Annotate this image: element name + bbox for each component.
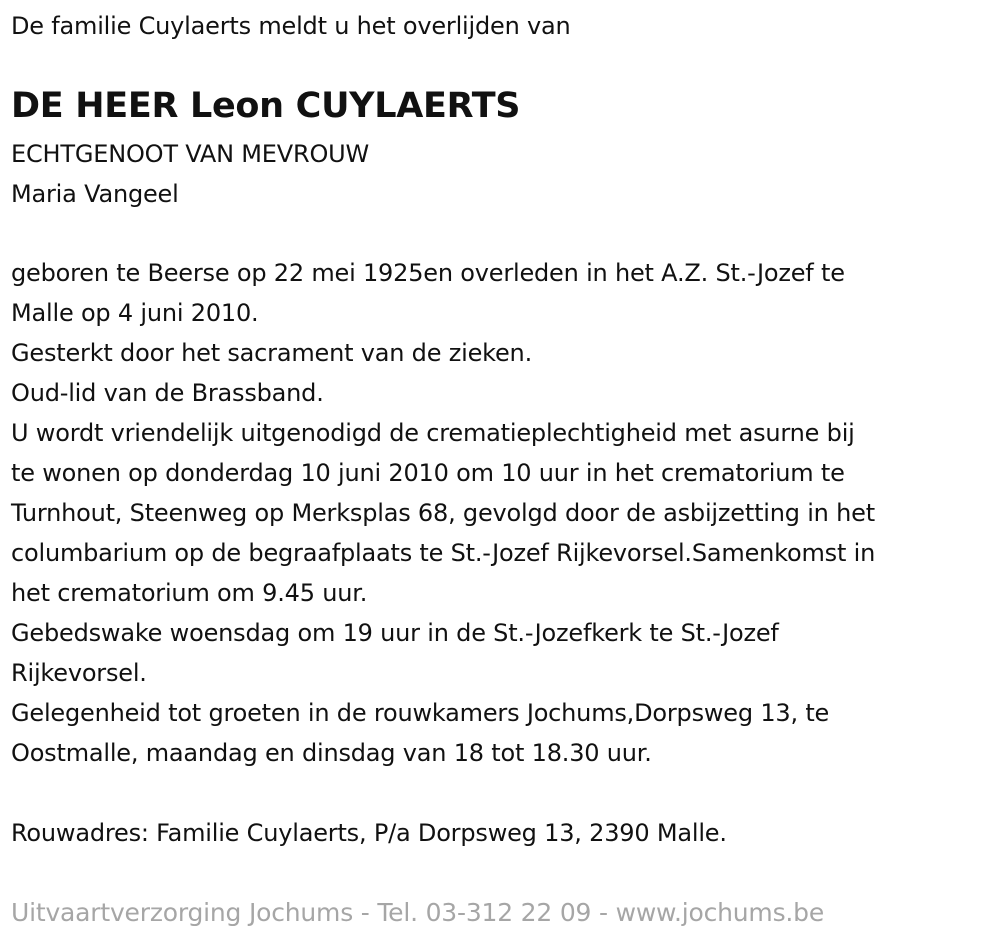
body-line-vigil: Gebedswake woensdag om 19 uur in de St.-Jozefkerk te St.-Jozef <box>11 619 779 647</box>
notice-body <box>11 253 996 773</box>
spouse-name: Maria Vangeel <box>11 180 179 208</box>
funeral-home-footer: Uitvaartverzorging Jochums - Tel. 03-312 22 09 - www.jochums.be <box>11 898 825 927</box>
body-line-birth-death: geboren te Beerse op 22 mei 1925en overleden in het A.Z. St.-Jozef te <box>11 259 845 287</box>
body-line-invitation: U wordt vriendelijk uitgenodigd de crematieplechtigheid met asurne bij <box>11 419 855 447</box>
body-line-brassband: Oud-lid van de Brassband. <box>11 379 324 407</box>
body-line-vigil-cont: Rijkevorsel. <box>11 659 147 687</box>
intro-text: De familie Cuylaerts meldt u het overlijden van <box>11 12 571 40</box>
body-line-invitation-date: te wonen op donderdag 10 juni 2010 om 10 uur in het crematorium te <box>11 459 845 487</box>
body-line-gathering-time: het crematorium om 9.45 uur. <box>11 579 368 607</box>
body-line-invitation-location: Turnhout, Steenweg op Merksplas 68, gevolgd door de asbijzetting in het <box>11 499 875 527</box>
mourning-address: Rouwadres: Familie Cuylaerts, P/a Dorpsweg 13, 2390 Malle. <box>11 819 727 847</box>
body-line-visitation-cont: Oostmalle, maandag en dinsdag van 18 tot 18.30 uur. <box>11 739 652 767</box>
body-line-sacrament: Gesterkt door het sacrament van de zieken. <box>11 339 532 367</box>
body-line-columbarium: columbarium op de begraafplaats te St.-Jozef Rijkevorsel.Samenkomst in <box>11 539 876 567</box>
body-line-visitation: Gelegenheid tot groeten in de rouwkamers Jochums,Dorpsweg 13, te <box>11 699 830 727</box>
deceased-name: DE HEER Leon CUYLAERTS <box>11 86 521 126</box>
spouse-title: ECHTGENOOT VAN MEVROUW <box>11 140 370 168</box>
body-line-birth-death-cont: Malle op 4 juni 2010. <box>11 299 259 327</box>
